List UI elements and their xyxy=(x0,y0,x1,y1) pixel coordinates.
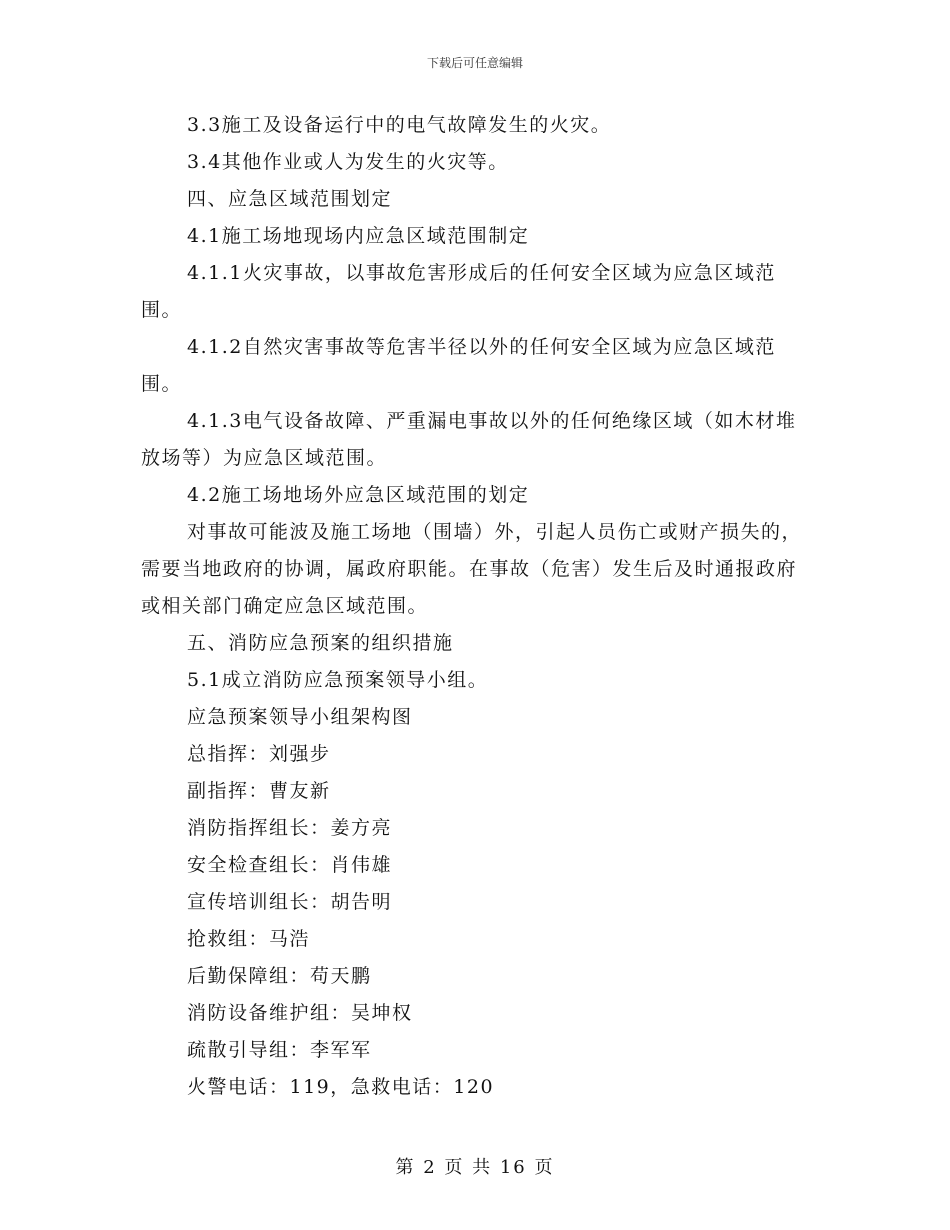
page-header: 下载后可任意编辑 xyxy=(426,56,523,70)
org-member: 消防指挥组长：姜方亮 xyxy=(187,817,393,839)
org-chart-title: 应急预案领导小组架构图 xyxy=(187,706,413,728)
page-number: 第 2 页 共 16 页 xyxy=(395,1157,555,1178)
paragraph: 3.3施工及设备运行中的电气故障发生的火灾。 xyxy=(187,114,612,136)
paragraph: 4.1.3电气设备故障、严重漏电事故以外的任何绝缘区域（如木材堆放场等）为应急区域范围。 xyxy=(141,410,797,469)
org-member: 总指挥：刘强步 xyxy=(187,743,331,765)
emergency-phone-numbers: 火警电话：119，急救电话：120 xyxy=(187,1076,495,1098)
org-member: 副指挥：曹友新 xyxy=(187,780,331,802)
org-member: 后勤保障组：苟天鹏 xyxy=(187,965,372,987)
paragraph: 4.1.2自然灾害事故等危害半径以外的任何安全区域为应急区域范围。 xyxy=(141,336,776,395)
paragraph: 对事故可能波及施工场地（围墙）外，引起人员伤亡或财产损失的，需要当地政府的协调，属政府职能。在事故（危害）发生后及时通报政府或相关部门确定应急区域范围。 xyxy=(141,521,803,617)
subsection-heading: 4.2施工场地场外应急区域范围的划定 xyxy=(187,484,530,506)
org-member: 消防设备维护组：吴坤权 xyxy=(187,1002,413,1024)
org-member: 宣传培训组长：胡告明 xyxy=(187,891,393,913)
section-heading: 五、消防应急预案的组织措施 xyxy=(187,632,454,654)
subsection-heading: 5.1成立消防应急预案领导小组。 xyxy=(187,669,489,691)
org-member: 抢救组：马浩 xyxy=(187,928,311,950)
paragraph: 3.4其他作业或人为发生的火灾等。 xyxy=(187,151,509,173)
section-heading: 四、应急区域范围划定 xyxy=(187,188,393,210)
org-member: 疏散引导组：李军军 xyxy=(187,1039,372,1061)
subsection-heading: 4.1施工场地现场内应急区域范围制定 xyxy=(187,225,530,247)
org-member: 安全检查组长：肖伟雄 xyxy=(187,854,393,876)
document-body xyxy=(141,107,813,1106)
paragraph: 4.1.1火灾事故，以事故危害形成后的任何安全区域为应急区域范围。 xyxy=(141,262,776,321)
